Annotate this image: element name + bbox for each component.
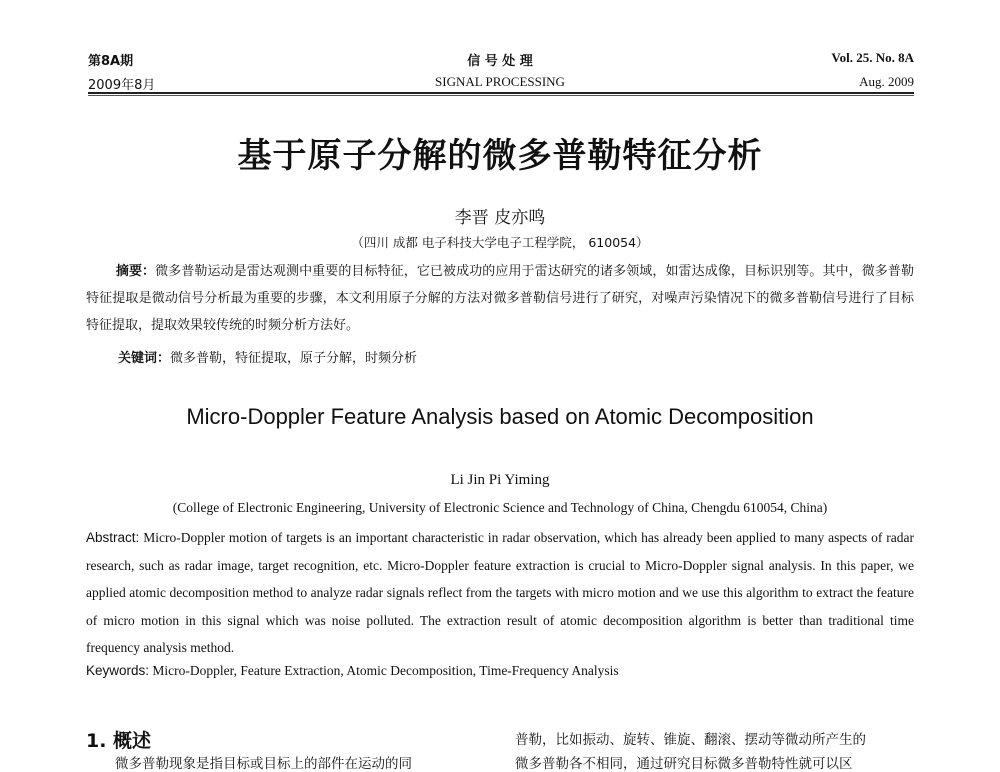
paper-title-cn: 基于原子分解的微多普勒特征分析 [237,136,763,176]
abstract-label-cn: 摘要： [115,264,156,279]
authors-en: Li Jin Pi Yiming [450,472,550,488]
header-rule-thin [88,95,914,96]
abstract-en [86,524,914,662]
keywords-cn [118,347,417,366]
abstract-text-en: Micro-Doppler motion of targets is an important characteristic in radar observation, which has already been applied to many aspects of radar research, such as radar image, target recognition, etc. Micro-Doppler feature extraction is crucial to Micro-Doppler signal analysis. In this paper, we applied atomic decomposition method to analyze radar signals reflect from the targets with micro motion and we use this algorithm to extract the feature of micro motion in this signal which was noise polluted. The extraction result of atomic decomposition algorithm is better than traditional time frequency analysis method. [86,530,914,655]
issue-number: 第8A期 [88,54,134,69]
keywords-en [86,663,619,679]
affiliation-cn: （四川 成都 电子科技大学电子工程学院， 610054） [351,235,649,250]
keywords-label-cn: 关键词： [118,351,171,366]
right-column-cut-text: 微多普勒各不相同，通过研究目标微多普勒特性就可以区 [515,756,853,772]
keywords-label-en: Keywords: [86,663,150,678]
left-column-cut-text: 微多普勒现象是指目标或目标上的部件在运动的同 [115,756,412,772]
abstract-text-cn: 微多普勒运动是雷达观测中重要的目标特征，它已被成功的应用于雷达研究的诸多领域，如雷达成像，目标识别等。其中，微多普勒特征提取是微动信号分析最为重要的步骤，本文利用原子分解的方法对微多普勒信号进行了研究，对噪声污染情况下的微多普勒信号进行了目标特征提取，提取效果较传统的时频分析方法好。 [86,264,914,333]
paper-title-en: Micro-Doppler Feature Analysis based on Atomic Decomposition [186,404,814,429]
header-rule [88,92,914,94]
abstract-label-en: Abstract: [86,530,140,545]
right-column-text: 普勒，比如振动、旋转、锥旋、翻滚、摆动等微动所产生的 [515,732,866,748]
keywords-text-en: Micro-Doppler, Feature Extraction, Atomic Decomposition, Time-Frequency Analysis [152,663,619,678]
section-heading: 1. 概述 [86,730,152,752]
issue-date-en: Aug. 2009 [859,74,914,89]
issue-date: 2009年8月 [88,78,156,93]
authors-cn: 李晋 皮亦鸣 [454,208,546,228]
abstract-cn [86,258,914,339]
affiliation-en: (College of Electronic Engineering, University of Electronic Science and Technology of China, Chengdu 610054, China) [172,500,828,515]
journal-name-en: SIGNAL PROCESSING [435,74,565,89]
journal-name-cn: 信 号 处 理 [467,54,533,69]
keywords-text-cn: 微多普勒，特征提取，原子分解，时频分析 [170,351,418,366]
volume-number: Vol. 25. No. 8A [831,50,914,65]
